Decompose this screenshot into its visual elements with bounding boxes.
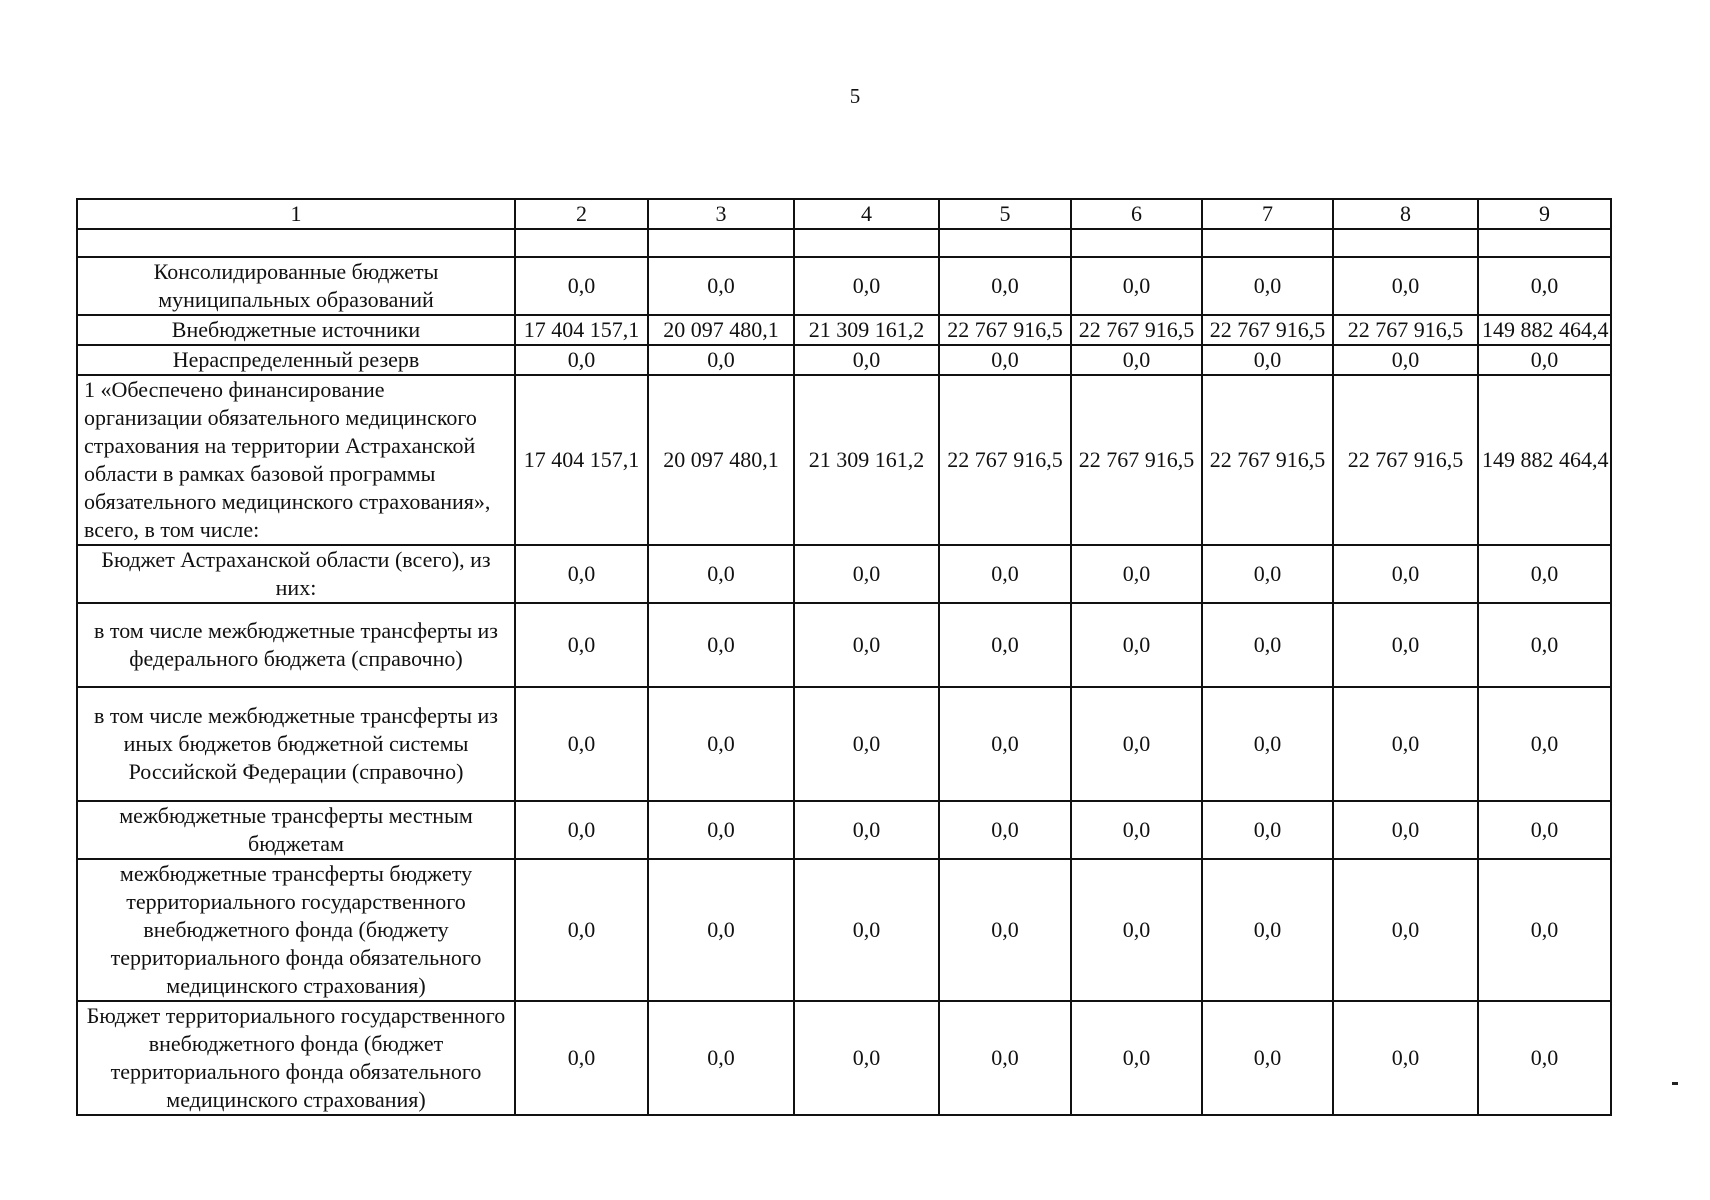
value-cell: 0,0 (1202, 603, 1333, 687)
value-cell (1071, 229, 1202, 257)
value-cell: 0,0 (648, 545, 794, 603)
value-cell: 0,0 (939, 801, 1071, 859)
value-cell: 0,0 (1333, 859, 1478, 1001)
table-row (77, 257, 1611, 315)
value-cell (515, 229, 648, 257)
value-cell (1478, 229, 1611, 257)
table-row (77, 315, 1611, 345)
value-cell: 0,0 (1071, 859, 1202, 1001)
table-row (77, 545, 1611, 603)
value-cell: 0,0 (939, 257, 1071, 315)
value-cell: 22 767 916,5 (1333, 315, 1478, 345)
header-cell: 1 (77, 199, 515, 229)
header-cell: 4 (794, 199, 939, 229)
value-cell: 0,0 (515, 345, 648, 375)
row-label: 1 «Обеспечено финансирование организации обязательного медицинского страхования на территории Астраханской области в рамках базовой программы обязательного медицинского страхования», всего, в том числе: (77, 375, 515, 545)
value-cell: 0,0 (1071, 687, 1202, 801)
value-cell: 0,0 (1478, 545, 1611, 603)
header-cell: 2 (515, 199, 648, 229)
row-label: межбюджетные трансферты местным бюджетам (77, 801, 515, 859)
value-cell: 0,0 (515, 1001, 648, 1115)
value-cell: 0,0 (648, 801, 794, 859)
value-cell: 0,0 (1333, 545, 1478, 603)
value-cell (1333, 229, 1478, 257)
row-label: Бюджет территориального государственного внебюджетного фонда (бюджет территориального фонда обязательного медицинского страхования) (77, 1001, 515, 1115)
value-cell: 0,0 (1333, 345, 1478, 375)
value-cell: 0,0 (1071, 603, 1202, 687)
header-cell: 6 (1071, 199, 1202, 229)
table-row (77, 859, 1611, 1001)
value-cell: 21 309 161,2 (794, 315, 939, 345)
value-cell: 21 309 161,2 (794, 375, 939, 545)
value-cell: 0,0 (1071, 257, 1202, 315)
row-label: Внебюджетные источники (77, 315, 515, 345)
table-body (77, 199, 1611, 1115)
value-cell: 0,0 (1478, 1001, 1611, 1115)
value-cell: 0,0 (515, 801, 648, 859)
value-cell: 0,0 (939, 545, 1071, 603)
row-label: межбюджетные трансферты бюджету территориального государственного внебюджетного фонда (бюджету территориального фонда обязательного медицинского страхования) (77, 859, 515, 1001)
table-row (77, 375, 1611, 545)
value-cell: 0,0 (1478, 859, 1611, 1001)
value-cell: 0,0 (648, 257, 794, 315)
value-cell (794, 229, 939, 257)
header-cell: 7 (1202, 199, 1333, 229)
value-cell: 0,0 (1478, 257, 1611, 315)
budget-table (76, 198, 1612, 1116)
value-cell: 0,0 (794, 545, 939, 603)
value-cell: 22 767 916,5 (939, 375, 1071, 545)
header-cell: 9 (1478, 199, 1611, 229)
value-cell: 0,0 (1333, 257, 1478, 315)
value-cell: 0,0 (794, 1001, 939, 1115)
table-row (77, 801, 1611, 859)
value-cell: 0,0 (1478, 345, 1611, 375)
value-cell: 0,0 (1202, 345, 1333, 375)
row-label: Нераспределенный резерв (77, 345, 515, 375)
value-cell: 0,0 (515, 603, 648, 687)
value-cell: 0,0 (648, 603, 794, 687)
value-cell: 0,0 (1333, 801, 1478, 859)
value-cell: 22 767 916,5 (1071, 315, 1202, 345)
value-cell: 0,0 (1202, 801, 1333, 859)
table-row (77, 229, 1611, 257)
value-cell: 0,0 (794, 859, 939, 1001)
value-cell: 20 097 480,1 (648, 315, 794, 345)
table-row (77, 687, 1611, 801)
value-cell: 0,0 (1202, 545, 1333, 603)
header-row (77, 199, 1611, 229)
value-cell: 17 404 157,1 (515, 375, 648, 545)
value-cell: 149 882 464,4 (1478, 315, 1611, 345)
value-cell (1202, 229, 1333, 257)
value-cell: 0,0 (939, 687, 1071, 801)
value-cell: 0,0 (648, 687, 794, 801)
header-cell: 3 (648, 199, 794, 229)
table-row (77, 1001, 1611, 1115)
value-cell: 0,0 (1202, 257, 1333, 315)
value-cell: 0,0 (515, 687, 648, 801)
value-cell: 0,0 (1071, 545, 1202, 603)
value-cell: 0,0 (515, 257, 648, 315)
table-row (77, 345, 1611, 375)
page-number: 5 (849, 84, 861, 108)
value-cell: 0,0 (1202, 687, 1333, 801)
value-cell (939, 229, 1071, 257)
row-label (77, 229, 515, 257)
value-cell: 20 097 480,1 (648, 375, 794, 545)
value-cell: 0,0 (648, 1001, 794, 1115)
value-cell: 0,0 (794, 345, 939, 375)
value-cell: 0,0 (1478, 687, 1611, 801)
table-row (77, 603, 1611, 687)
value-cell: 149 882 464,4 (1478, 375, 1611, 545)
value-cell: 0,0 (1333, 687, 1478, 801)
value-cell: 0,0 (1333, 1001, 1478, 1115)
row-label: Консолидированные бюджеты муниципальных образований (77, 257, 515, 315)
value-cell: 0,0 (648, 859, 794, 1001)
value-cell (648, 229, 794, 257)
value-cell: 0,0 (794, 687, 939, 801)
value-cell: 0,0 (939, 603, 1071, 687)
value-cell: 0,0 (939, 345, 1071, 375)
header-cell: 8 (1333, 199, 1478, 229)
value-cell: 0,0 (794, 257, 939, 315)
value-cell: 17 404 157,1 (515, 315, 648, 345)
value-cell: 0,0 (1071, 801, 1202, 859)
value-cell: 0,0 (648, 345, 794, 375)
row-label: в том числе межбюджетные трансферты из федерального бюджета (справочно) (77, 603, 515, 687)
header-cell: 5 (939, 199, 1071, 229)
value-cell: 0,0 (1478, 603, 1611, 687)
row-label: в том числе межбюджетные трансферты из иных бюджетов бюджетной системы Российской Федерации (справочно) (77, 687, 515, 801)
value-cell: 0,0 (1202, 859, 1333, 1001)
value-cell: 0,0 (939, 859, 1071, 1001)
value-cell: 0,0 (515, 545, 648, 603)
value-cell: 0,0 (1202, 1001, 1333, 1115)
value-cell: 0,0 (515, 859, 648, 1001)
value-cell: 0,0 (939, 1001, 1071, 1115)
value-cell: 0,0 (794, 801, 939, 859)
value-cell: 22 767 916,5 (1071, 375, 1202, 545)
value-cell: 22 767 916,5 (1333, 375, 1478, 545)
row-label: Бюджет Астраханской области (всего), из них: (77, 545, 515, 603)
value-cell: 22 767 916,5 (939, 315, 1071, 345)
scan-mark (1672, 1082, 1678, 1085)
value-cell: 0,0 (794, 603, 939, 687)
value-cell: 0,0 (1478, 801, 1611, 859)
value-cell: 22 767 916,5 (1202, 315, 1333, 345)
value-cell: 0,0 (1071, 345, 1202, 375)
value-cell: 0,0 (1333, 603, 1478, 687)
value-cell: 0,0 (1071, 1001, 1202, 1115)
value-cell: 22 767 916,5 (1202, 375, 1333, 545)
